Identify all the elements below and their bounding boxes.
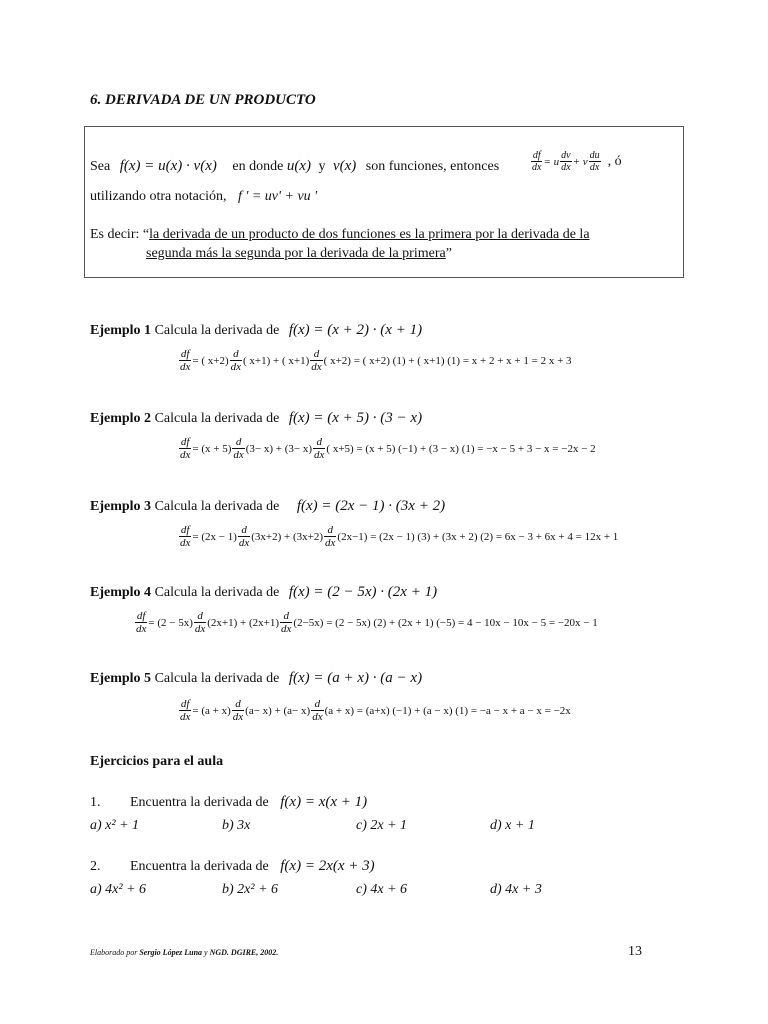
definition-line-1 — [90, 158, 499, 175]
example-label: Ejemplo 2 — [90, 411, 152, 426]
example-2-solution: $\frac{df}{dx}$ = (x + 5) $\frac{d}{dx}$ (3− x) + (3− x) $\frac{d}{dx}$ ( x+5) = (x + 5) (−1) + (3 − x) (1) = −x − 5 + 3 − x = −2x − 2 — [180, 436, 596, 461]
example-label: Ejemplo 1 — [90, 323, 152, 338]
exercise-2-option-c[interactable]: c) 4x + 6 — [356, 882, 408, 897]
footer-org: NGD. DGIRE, 2002. — [209, 948, 279, 957]
page-number: 13 — [628, 944, 642, 959]
plus-v: + v — [572, 156, 588, 169]
en-donde-text: en donde — [232, 159, 284, 174]
quote-close: ” — [445, 246, 452, 261]
example-function: f(x) = (2x − 1) · (3x + 2) — [296, 498, 446, 514]
definition-line-2 — [90, 189, 317, 205]
v-function: v(x) — [332, 158, 357, 174]
equals-u: = u — [543, 156, 560, 169]
example-4-header — [90, 584, 437, 601]
and-text: y — [318, 159, 326, 174]
footer-prefix: Elaborado por — [90, 948, 138, 957]
exercise-1-header — [90, 794, 367, 811]
exercise-1-option-a[interactable]: a) x² + 1 — [90, 818, 140, 833]
example-2-header — [90, 410, 422, 427]
example-function: f(x) = (x + 2) · (x + 1) — [288, 322, 423, 338]
sea-text: Sea — [90, 159, 111, 174]
product-definition: f(x) = u(x) · v(x) — [119, 158, 217, 174]
u-function: u(x) — [286, 158, 311, 174]
exercise-1-option-c[interactable]: c) 2x + 1 — [356, 818, 408, 833]
example-1-header — [90, 322, 422, 339]
example-function: f(x) = (a + x) · (a − x) — [288, 670, 423, 686]
exercises-title: Ejercicios para el aula — [90, 754, 224, 769]
example-prompt: Calcula la derivada de — [154, 323, 280, 338]
es-decir-text: Es decir: “ — [90, 227, 150, 242]
footer-author: Sergio López Luna — [139, 948, 203, 957]
example-function: f(x) = (2 − 5x) · (2x + 1) — [288, 584, 438, 600]
example-prompt: Calcula la derivada de — [154, 671, 280, 686]
quote-text-2: segunda más la segunda por la derivada de la primera — [146, 246, 446, 261]
exercise-2-option-b[interactable]: b) 2x² + 6 — [222, 882, 279, 897]
example-1-solution: $\frac{df}{dx}$ = ( x+2) $\frac{d}{dx}$ ( x+1) + ( x+1) $\frac{d}{dx}$ ( x+2) = ( x+2) (1) + ( x+1) (1) = x + 2 + x + 1 = 2 x + 3 — [180, 348, 572, 373]
otra-notacion-text: utilizando otra notación, — [90, 189, 227, 204]
exercise-function: f(x) = x(x + 1) — [280, 794, 368, 810]
section-title: 6. DERIVADA DE UN PRODUCTO — [90, 92, 316, 108]
example-label: Ejemplo 3 — [90, 499, 152, 514]
footer-middle: y — [204, 948, 208, 957]
footer-credit — [90, 948, 278, 957]
exercise-prompt: Encuentra la derivada de — [130, 795, 269, 810]
example-4-solution: $\frac{df}{dx}$ = (2 − 5x) $\frac{d}{dx}$ (2x+1) + (2x+1) $\frac{d}{dx}$ (2−5x) = (2 − 5x) (2) + (2x + 1) (−5) = 4 − 10x − 10x − 5 = −20x − 1 — [136, 610, 598, 635]
definition-quote-line-2 — [146, 246, 452, 262]
example-5-header — [90, 670, 422, 687]
definition-quote-line-1 — [90, 227, 590, 243]
exercise-number: 2. — [90, 859, 101, 874]
or-text: , ó — [607, 154, 622, 170]
exercise-prompt: Encuentra la derivada de — [130, 859, 269, 874]
exercise-number: 1. — [90, 795, 101, 810]
example-prompt: Calcula la derivada de — [154, 499, 280, 514]
exercise-2-header — [90, 858, 375, 875]
product-rule-formula — [530, 150, 622, 173]
exercise-2-option-a[interactable]: a) 4x² + 6 — [90, 882, 147, 897]
example-5-solution: $\frac{df}{dx}$ = (a + x) $\frac{d}{dx}$ (a− x) + (a− x) $\frac{d}{dx}$ (a + x) = (a+x) (−1) + (a − x) (1) = −a − x + a − x = −2x — [180, 698, 571, 723]
son-funciones-text: son funciones, entonces — [365, 159, 500, 174]
prime-notation: f ' = uv' + vu ' — [237, 189, 318, 204]
exercise-1-option-d[interactable]: d) x + 1 — [490, 818, 535, 833]
exercise-1-option-b[interactable]: b) 3x — [222, 818, 251, 833]
example-label: Ejemplo 4 — [90, 585, 152, 600]
du-dx-fraction: $\frac{du}{dx}$ — [589, 150, 600, 173]
exercise-function: f(x) = 2x(x + 3) — [280, 858, 375, 874]
example-function: f(x) = (x + 5) · (3 − x) — [288, 410, 423, 426]
df-dx-fraction: $\frac{df}{dx}$ — [532, 150, 542, 173]
exercise-2-option-d[interactable]: d) 4x + 3 — [490, 882, 542, 897]
example-label: Ejemplo 5 — [90, 671, 152, 686]
example-3-solution: $\frac{df}{dx}$ = (2x − 1) $\frac{d}{dx}$ (3x+2) + (3x+2) $\frac{d}{dx}$ (2x−1) = (2x − 1) (3) + (3x + 2) (2) = 6x − 3 + 6x + 4 = 12x + 1 — [180, 524, 619, 549]
quote-text-1: la derivada de un producto de dos funciones es la primera por la derivada de la — [149, 227, 590, 242]
dv-dx-fraction: $\frac{dv}{dx}$ — [561, 150, 571, 173]
example-3-header — [90, 498, 445, 515]
example-prompt: Calcula la derivada de — [154, 585, 280, 600]
example-prompt: Calcula la derivada de — [154, 411, 280, 426]
